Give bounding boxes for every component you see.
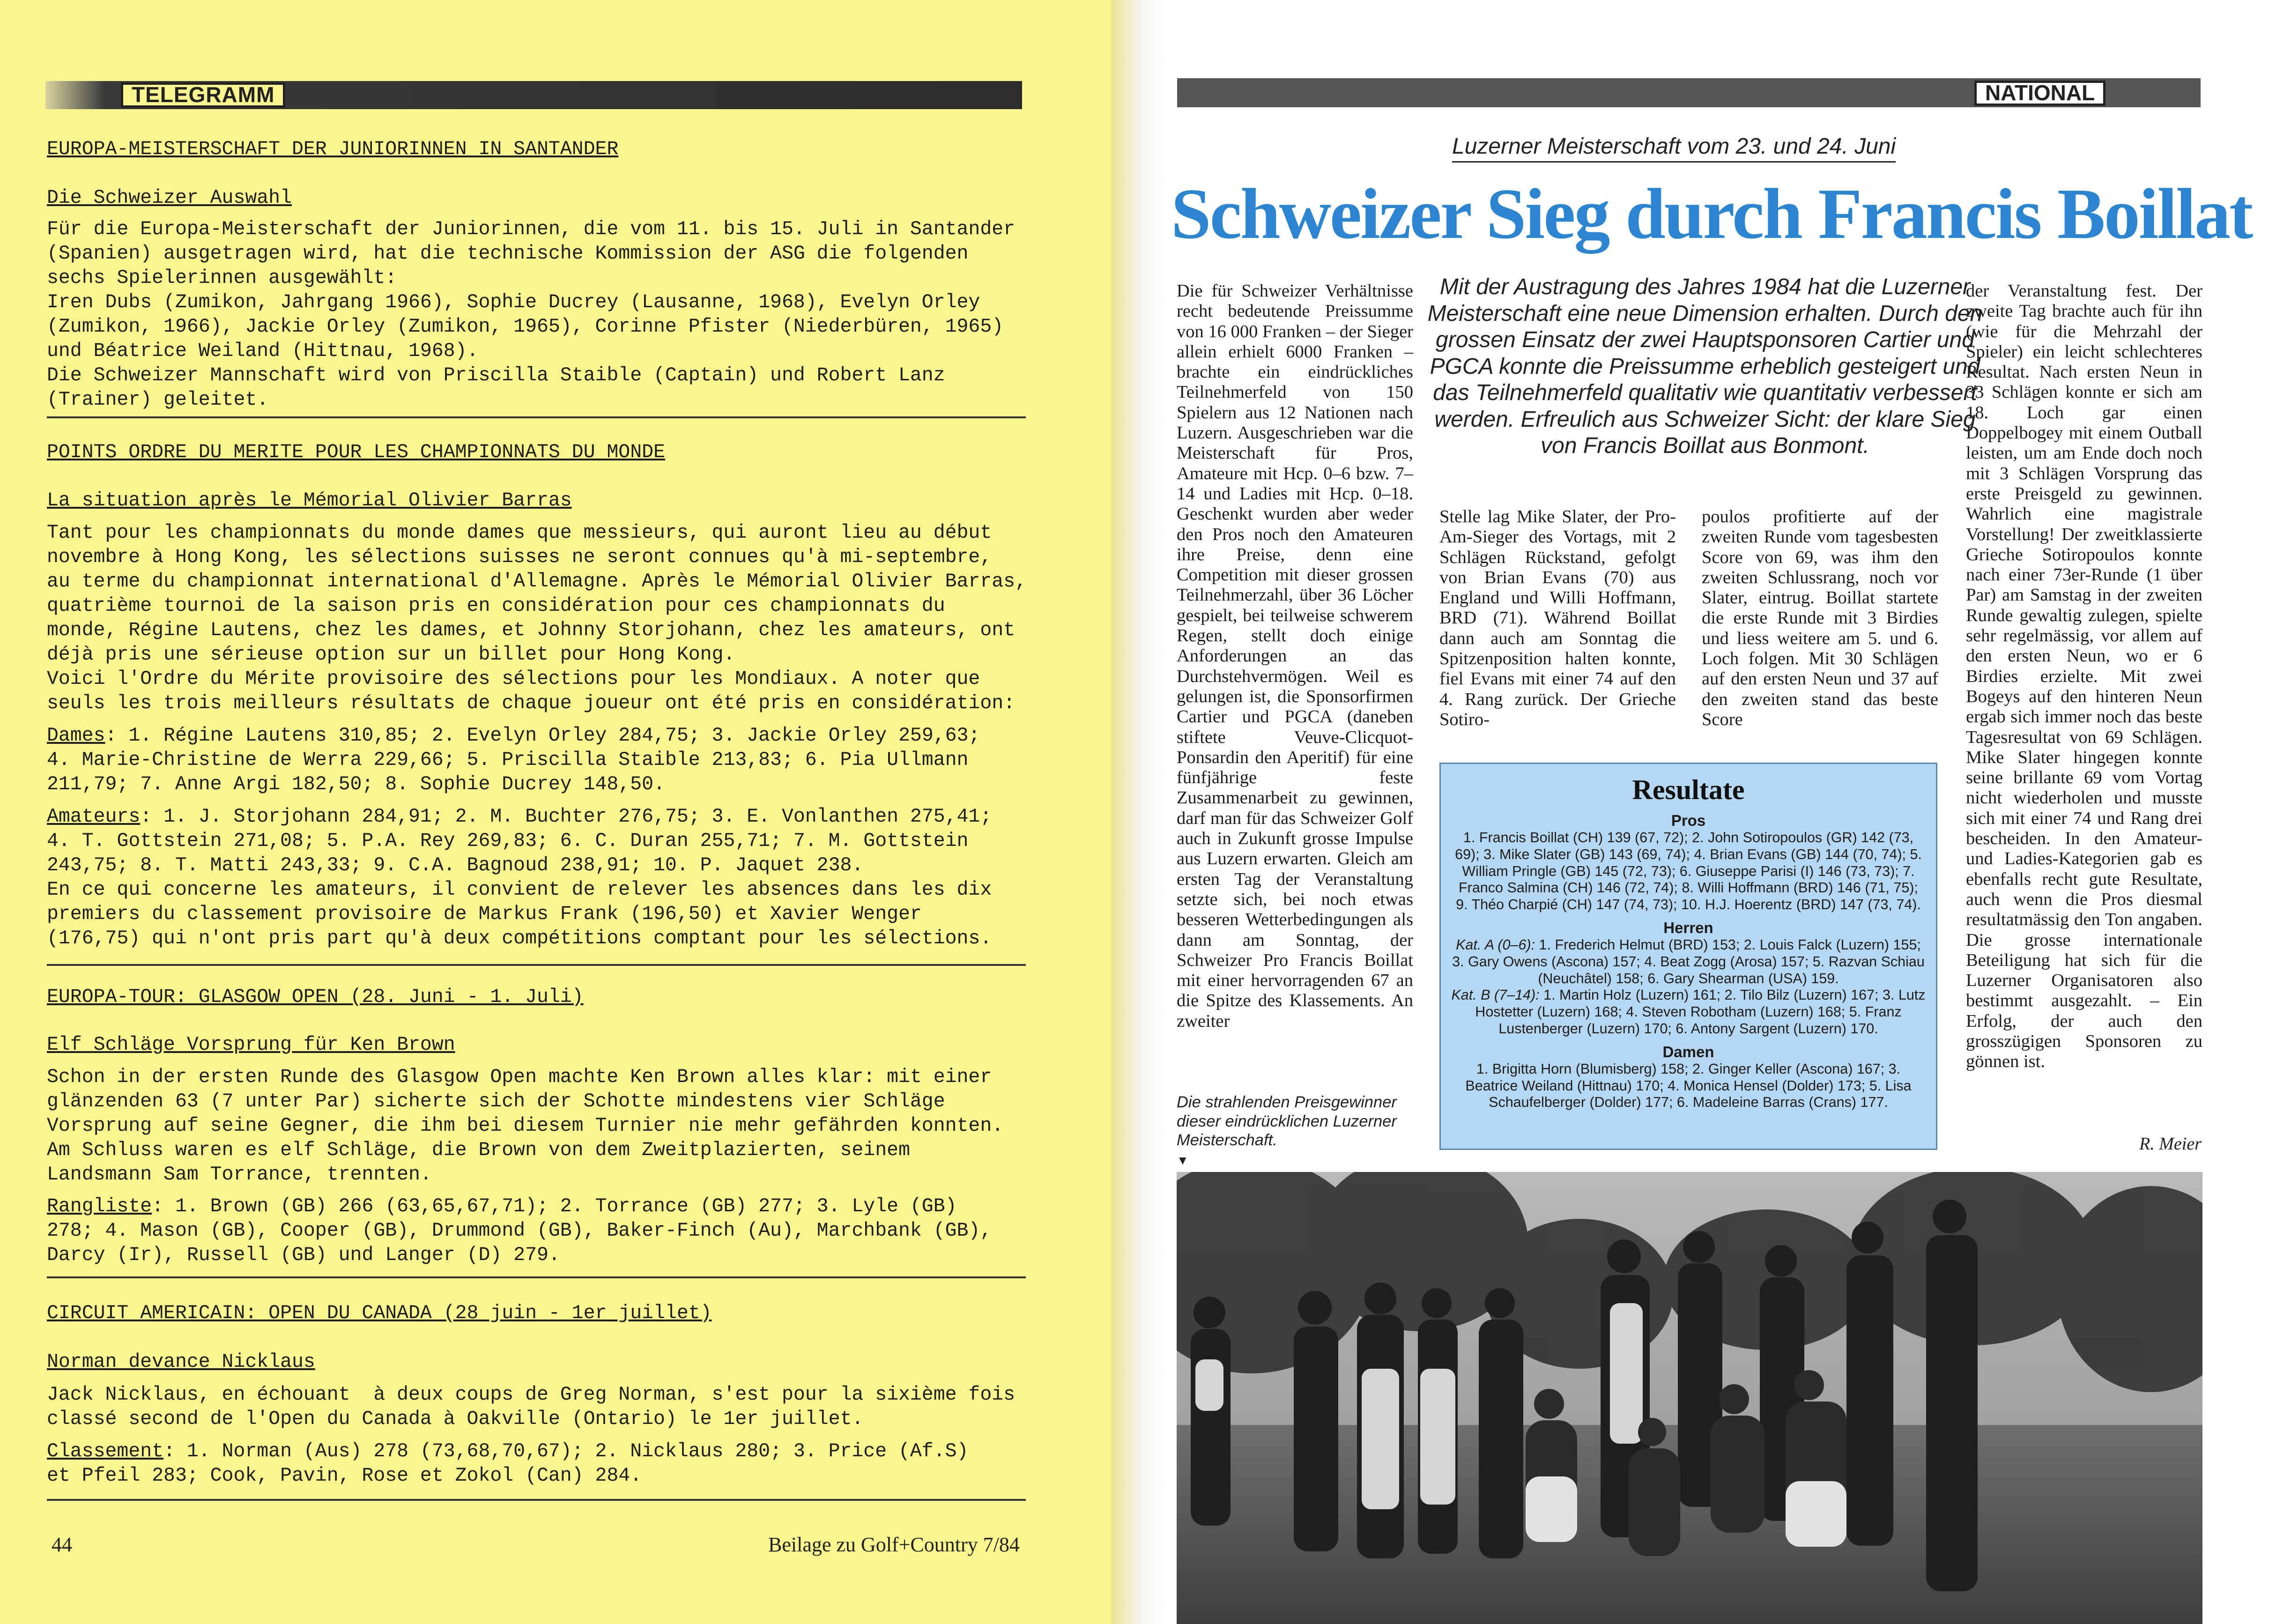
subheading-swiss-selection: Die Schweizer Auswahl: [47, 187, 292, 209]
text-line: Landsmann Sam Torrance, trennten.: [47, 1164, 432, 1186]
left-page: [0, 0, 1111, 1624]
subheading-ken-brown: Elf Schläge Vorsprung für Ken Brown: [47, 1034, 455, 1056]
text-line: au terme du championnat international d'Allemagne. Après le Mémorial Olivier Barras,: [47, 571, 1027, 593]
text-line: En ce qui concerne les amateurs, il convient de relever les absences dans les dix: [47, 879, 992, 901]
text-line: (Trainer) geleitet.: [47, 389, 269, 411]
group-photo-illustration: [1177, 1172, 2202, 1624]
text-line: déjà pris une sérieuse option sur un billet pour Hong Kong.: [47, 644, 735, 666]
text-line-classement: Classement: 1. Norman (Aus) 278 (73,68,70,67); 2. Nicklaus 280; 3. Price (Af.S): [47, 1440, 969, 1462]
text-line: Schon in der ersten Runde des Glasgow Open machte Ken Brown alles klar: mit einer: [47, 1066, 992, 1088]
kicker: Luzerner Meisterschaft vom 23. und 24. Juni: [1452, 133, 1896, 163]
text-line: 4. T. Gottstein 271,08; 5. P.A. Rey 269,83; 6. C. Duran 255,71; 7. M. Gottstein: [47, 830, 969, 852]
article-column-2: Stelle lag Mike Slater, der Pro-Am-Sieger des Vortags, mit 2 Schlägen Rückstand, gefolgt von Brian Evans (70) aus England und Willi Hoffmann, BRD (71). Während Boillat dann auch am Sonntag die Spitzenposition halten konnte, fiel Evans mit einer 74 auf den 4. Rang zurück. Der Grieche Sotiro-: [1439, 507, 1676, 729]
results-box: [1439, 763, 1937, 1150]
text-line: monde, Régine Lautens, chez les dames, et Johnny Storjohann, chez les amateurs, ont: [47, 619, 1016, 641]
text-line: novembre à Hong Kong, les sélections suisses ne seront connues qu'à mi-septembre,: [47, 546, 992, 568]
text-line-rangliste: Rangliste: 1. Brown (GB) 266 (63,65,67,71); 2. Torrance (GB) 277; 3. Lyle (GB): [47, 1195, 957, 1217]
text-line: premiers du classement provisoire de Markus Frank (196,50) et Xavier Wenger: [47, 903, 922, 925]
divider: [47, 964, 1026, 966]
page-number: 44: [52, 1533, 72, 1556]
label-amateurs: Amateurs: [47, 806, 141, 828]
results-damen: 1. Brigitta Horn (Blumisberg) 158; 2. Ginger Keller (Ascona) 167; 3. Beatrice Weiland (Hittnau) 170; 4. Monica Hensel (Dolder) 173; 5. Lisa Schaufelberger (Dolder) 177; 6. Madeleine Barras (Crans) 177.: [1465, 1060, 1912, 1111]
text-line: und Béatrice Weiland (Hittnau, 1968).: [47, 340, 479, 362]
article-column-1: Die für Schweizer Verhältnisse recht bedeutende Preissumme von 16 000 Franken – der Sieger allein erhielt 6000 Franken – brachte ein eindrückliches Teilnehmerfeld von 150 Spielern aus 12 Nationen nach Luzern. Ausgeschrieben war die Meisterschaft für Pros, Amateure mit Hcp. 0–6 bzw. 7–14 und Ladies mit Hcp. 0–18. Geschenkt wurden aber weder den Pros noch den Amateuren ihre Preise, denn eine Competition mit dieser grossen Teilnehmerzahl, über 36 Löcher gespielt, bei teilweise schwerem Regen, stellt doch einige Anforderungen an das Durchstehvermögen. Weil es gelungen ist, die Sponsorfirmen Cartier und PGCA (daneben stiftete Veuve-Clicquot-Ponsardin den Aperitif) für eine fünfjährige feste Zusammenarbeit zu gewinnen, darf man für das Schweizer Golf auch in Zukunft grosse Impulse aus Luzern erwarten. Gleich am ersten Tag der Veranstaltung setzte sich, bei noch etwas besseren Wetterbedingungen als dann am Sonntag, der Schweizer Pro Francis Boillat mit einer hervorragenden 67 an die Spitze des Klassements. An zweiter: [1177, 281, 1413, 1031]
heading-junior-championship: EUROPA-MEISTERSCHAFT DER JUNIORINNEN IN SANTANDER: [47, 138, 619, 160]
group-photo: [1177, 1172, 2202, 1624]
text-line: Für die Europa-Meisterschaft der Juniorinnen, die vom 11. bis 15. Juli in Santander: [47, 218, 1016, 240]
text-line: Am Schluss waren es elf Schläge, die Brown von dem Zweitplazierten, seinem: [47, 1139, 910, 1161]
text-line: quatrième tournoi de la saison pris en considération pour ces championnats du: [47, 595, 945, 617]
author-signature: R. Meier: [2139, 1134, 2202, 1154]
text-line-amateurs: Amateurs: 1. J. Storjohann 284,91; 2. M. Buchter 276,75; 3. E. Vonlanthen 275,41;: [47, 806, 992, 828]
text-line: et Pfeil 283; Cook, Pavin, Rose et Zokol (Can) 284.: [47, 1465, 642, 1487]
text-line: 278; 4. Mason (GB), Cooper (GB), Drummond (GB), Baker-Finch (Au), Marchbank (GB),: [47, 1220, 992, 1242]
section-label: TELEGRAMM: [121, 82, 285, 108]
section-label: NATIONAL: [1974, 81, 2105, 106]
heading-order-of-merit: POINTS ORDRE DU MERITE POUR LES CHAMPIONNATS DU MONDE: [47, 441, 665, 463]
divider: [47, 1276, 1026, 1278]
results-pros: 1. Francis Boillat (CH) 139 (67, 72); 2. John Sotiropoulos (GR) 142 (73, 69); 3. Mike Slater (GB) 143 (69, 74); 4. Brian Evans (GB) 144 (70, 74); 5. William Pringle (GB) 145 (72, 73); 6. Giuseppe Parisi (I) 146 (73, 73); 7. Franco Salmina (CH) 146 (72, 74); 8. Willi Hoffmann (BRD) 146 (71, 75); 9. Théo Charpié (CH) 147 (74, 73); 10. H.J. Hoerentz (BRD) 147 (73, 74).: [1455, 830, 1922, 913]
text-line: 211,79; 7. Anne Argi 182,50; 8. Sophie Ducrey 148,50.: [47, 773, 665, 795]
results-kat-b: Kat. B (7–14): 1. Martin Holz (Luzern) 161; 2. Tilo Bilz (Luzern) 167; 3. Lutz Hostetter (Luzern) 168; 4. Steven Robotham (Luzern) 168; 5. Franz Lustenberger (Luzern) 170; 6. Antony Sargent (Luzern) 170.: [1451, 987, 1926, 1037]
text-line: classé second de l'Open du Canada à Oakville (Ontario) le 1er juillet.: [47, 1408, 864, 1430]
label-dames: Dames: [47, 725, 105, 747]
text-line: Voici l'Ordre du Mérite provisoire des sélections pour les Mondiaux. A noter que: [47, 668, 980, 690]
page-gutter: [1111, 0, 1167, 1624]
caption-arrow-icon: ▼: [1177, 1154, 1189, 1167]
text-line: 4. Marie-Christine de Werra 229,66; 5. Priscilla Staible 213,83; 6. Pia Ullmann: [47, 749, 969, 771]
label-classement: Classement: [47, 1440, 164, 1462]
label-rangliste: Rangliste: [47, 1195, 152, 1217]
text-line: Jack Nicklaus, en échouant à deux coups de Greg Norman, s'est pour la sixième fois: [47, 1384, 1016, 1406]
heading-glasgow-open: EUROPA-TOUR: GLASGOW OPEN (28. Juni - 1. Juli): [47, 986, 584, 1008]
text-line: Iren Dubs (Zumikon, Jahrgang 1966), Sophie Ducrey (Lausanne, 1968), Evelyn Orley: [47, 291, 980, 313]
results-kat-a: Kat. A (0–6): 1. Frederich Helmut (BRD) 153; 2. Louis Falck (Luzern) 155; 3. Gary Owens (Ascona) 157; 4. Beat Zogg (Arosa) 157; 5. Razvan Schiau (Neuchâtel) 158; 6. Gary Shearman (USA) 159.: [1452, 936, 1925, 986]
text-line: Die Schweizer Mannschaft wird von Priscilla Staible (Captain) und Robert Lanz: [47, 364, 945, 386]
text-line: sechs Spielerinnen ausgewählt:: [47, 267, 397, 289]
divider: [47, 1499, 1026, 1501]
article-column-4: der Veranstaltung fest. Der zweite Tag brachte auch für ihn (wie für die Mehrzahl der Spieler) ein leicht schlechteres Resultat. Nach ersten Neun in 33 Schlägen konnte er sich am 18. Loch gar einen Doppelbogey mit einem Outball leisten, um am Ende doch noch mit 3 Schlägen Vorsprung das erste Preisgeld zu gewinnen. Wahrlich eine magistrale Vorstellung! Der zweitklassierte Grieche Sotiropoulos konnte nach einer 73er-Runde (1 über Par) am Samstag in der zweiten Runde gewaltig zulegen, spielte sehr regelmässig, vor allem auf den ersten Neun, wo er 6 Birdies erzielte. Mit zwei Bogeys auf den hinteren Neun ergab sich immer noch das beste Tagesresultat von 69 Schlägen. Mike Slater hingegen konnte seine brillante 69 vom Vortag nicht wiederholen und musste sich mit einer 74 und Rang drei bescheiden. In den Amateur- und Ladies-Kategorien gab es ebenfalls recht gute Resultate, auch wenn die Pros diesmal resultatmässig den Ton angaben. Die grosse internationale Beteiligung hat sich für die Luzerner Organisatoren also bestimmt ausgezahlt. – Ein Erfolg, der auch den grosszügigen Sponsoren zu gönnen ist.: [1966, 281, 2202, 1072]
text-line: Tant pour les championnats du monde dames que messieurs, qui auront lieu au début: [47, 522, 992, 544]
text-line: (Zumikon, 1966), Jackie Orley (Zumikon, 1965), Corinne Pfister (Niederbüren, 1965): [47, 316, 1004, 338]
subheading-olivier-barras: La situation après le Mémorial Olivier Barras: [47, 489, 572, 512]
headline: Schweizer Sieg durch Francis Boillat: [1171, 174, 2252, 254]
text-line: Vorsprung auf seine Gegner, die ihm bei diesem Turnier nie mehr gefährden konnten.: [47, 1115, 1004, 1137]
text-line: seuls les trois meilleurs résultats de chaque joueur ont été pris en considération:: [47, 692, 1016, 714]
text-line: glänzenden 63 (7 unter Par) sicherte sich der Schotte mindestens vier Schläge: [47, 1090, 945, 1112]
text-line: Darcy (Ir), Russell (GB) und Langer (D) 279.: [47, 1244, 560, 1266]
results-heading-pros: Pros: [1671, 812, 1706, 829]
text-line: (Spanien) ausgetragen wird, hat die technische Kommission der ASG die folgenden: [47, 243, 969, 265]
divider: [47, 416, 1026, 418]
photo-caption: Die strahlenden Preisgewinner dieser eindrücklichen Luzerner Meisterschaft.: [1177, 1093, 1397, 1149]
article-column-3: poulos profitierte auf der zweiten Runde vom tagesbesten Score von 69, was ihm den zweiten Schlussrang, noch vor Slater, eintrug. Boillat startete die erste Runde mit 3 Birdies und liess weitere am 5. und 6. Loch folgen. Mit 30 Schlägen auf den ersten Neun und 37 auf den zweiten stand das beste Score: [1702, 507, 1938, 729]
results-heading-damen: Damen: [1662, 1043, 1714, 1060]
results-heading-herren: Herren: [1663, 919, 1713, 936]
text-line-dames: Dames: 1. Régine Lautens 310,85; 2. Evelyn Orley 284,75; 3. Jackie Orley 259,63;: [47, 725, 980, 747]
text-line: (176,75) qui n'ont pris part qu'à deux compétitions comptant pour les sélections.: [47, 927, 992, 949]
article-lead: Mit der Austragung des Jahres 1984 hat die Luzerner Meisterschaft eine neue Dimension erhalten. Durch den grossen Einsatz der zwei Hauptsponsoren Cartier und PGCA konnte die Preissumme erheblich gesteigert und das Teilnehmerfeld qualitativ wie quantitativ verbessert werden. Erfreulich aus Schweizer Sicht: der klare Sieg von Francis Boillat aus Bonmont.: [1427, 274, 1983, 458]
subheading-norman: Norman devance Nicklaus: [47, 1351, 315, 1373]
text-line: 243,75; 8. T. Matti 243,33; 9. C.A. Bagnoud 238,91; 10. P. Jaquet 238.: [47, 854, 864, 876]
results-title: Resultate: [1632, 774, 1745, 805]
heading-canada-open: CIRCUIT AMERICAIN: OPEN DU CANADA (28 juin - 1er juillet): [47, 1302, 712, 1324]
footer-text: Beilage zu Golf+Country 7/84: [768, 1533, 1020, 1556]
